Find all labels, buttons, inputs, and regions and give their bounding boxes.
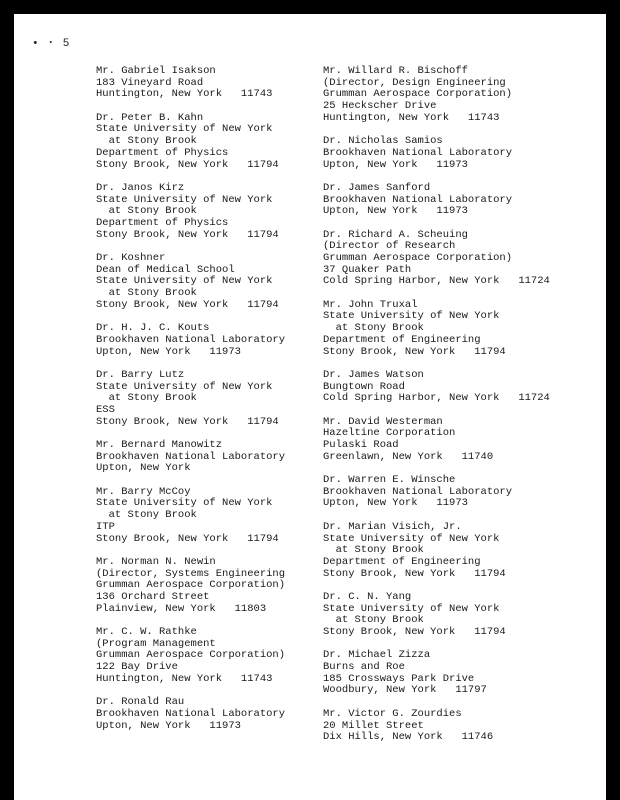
address-entry bbox=[323, 592, 603, 639]
address-line: Department of Engineering bbox=[323, 333, 481, 346]
address-line: State University of New York bbox=[96, 497, 273, 510]
contact-name: Dr. Peter B. Kahn bbox=[96, 111, 204, 124]
address-line: Brookhaven National Laboratory bbox=[323, 485, 513, 498]
address-line: Upton, New York 11973 bbox=[96, 345, 241, 358]
contact-name: Mr. Victor G. Zourdies bbox=[323, 707, 462, 720]
address-line: State University of New York bbox=[96, 123, 273, 136]
address-line: Stony Brook, New York 11794 bbox=[96, 228, 279, 241]
address-line: Grumman Aerospace Corporation) bbox=[323, 252, 513, 264]
contact-name: Mr. C. W. Rathke bbox=[96, 626, 197, 638]
address-line: Stony Brook, New York 11794 bbox=[323, 626, 506, 638]
address-entry bbox=[96, 183, 316, 241]
address-line: Stony Brook, New York 11794 bbox=[96, 532, 279, 545]
address-line: Stony Brook, New York 11794 bbox=[323, 567, 506, 580]
address-line: Pulaski Road bbox=[323, 439, 399, 451]
address-line: Grumman Aerospace Corporation) bbox=[323, 88, 513, 101]
address-entry bbox=[323, 650, 603, 697]
address-line: Stony Brook, New York 11794 bbox=[96, 298, 279, 311]
address-line: Grumman Aerospace Corporation) bbox=[96, 579, 286, 592]
contact-name: Mr. Norman N. Newin bbox=[96, 555, 216, 568]
contact-name: Dr. James Watson bbox=[323, 368, 424, 381]
address-line: Cold Spring Harbor, New York 11724 bbox=[323, 392, 550, 405]
address-line: (Program Management bbox=[96, 637, 216, 650]
address-line: Upton, New York 11973 bbox=[323, 497, 468, 510]
address-line: at Stony Brook bbox=[323, 614, 424, 627]
address-entry bbox=[96, 370, 316, 428]
address-line: 183 Vineyard Road bbox=[96, 76, 204, 89]
address-entry bbox=[96, 557, 316, 615]
address-entry bbox=[96, 323, 316, 358]
address-entry bbox=[96, 487, 316, 545]
contact-name: Dr. Michael Zizza bbox=[323, 649, 431, 662]
address-entry bbox=[323, 183, 603, 218]
header-mark: • ・ 5 bbox=[32, 38, 70, 50]
address-line: Bungtown Road bbox=[323, 380, 405, 393]
address-line: at Stony Brook bbox=[323, 544, 424, 557]
address-line: State University of New York bbox=[96, 193, 273, 206]
address-entry bbox=[323, 522, 603, 580]
address-entry bbox=[323, 709, 603, 744]
address-entry bbox=[323, 370, 603, 405]
address-line: Burns and Roe bbox=[323, 661, 405, 674]
address-entry bbox=[323, 230, 603, 288]
address-line: ESS bbox=[96, 403, 115, 416]
address-line: at Stony Brook bbox=[96, 205, 197, 218]
contact-name: Dr. Nicholas Samios bbox=[323, 135, 443, 148]
address-line: Upton, New York 11973 bbox=[323, 158, 468, 171]
contact-name: Mr. Bernard Manowitz bbox=[96, 439, 223, 451]
contact-name: Dr. Marian Visich, Jr. bbox=[323, 520, 462, 533]
address-line: Brookhaven National Laboratory bbox=[96, 333, 286, 346]
address-line: Stony Brook, New York 11794 bbox=[323, 345, 506, 358]
contact-name: Dr. C. N. Yang bbox=[323, 590, 412, 603]
address-line: State University of New York bbox=[96, 275, 273, 288]
address-entry bbox=[323, 136, 603, 171]
address-line: Huntington, New York 11743 bbox=[96, 672, 273, 685]
contact-name: Dr. Janos Kirz bbox=[96, 181, 185, 194]
address-line: Stony Brook, New York 11794 bbox=[96, 415, 279, 428]
address-entry bbox=[323, 66, 603, 124]
address-line: 25 Heckscher Drive bbox=[323, 100, 437, 113]
contact-name: Dr. Barry Lutz bbox=[96, 368, 185, 381]
address-line: 20 Millet Street bbox=[323, 719, 424, 732]
address-line: 136 Orchard Street bbox=[96, 590, 210, 603]
address-entry bbox=[96, 253, 316, 311]
address-line: ITP bbox=[96, 520, 115, 533]
address-line: at Stony Brook bbox=[96, 392, 197, 405]
address-line: Cold Spring Harbor, New York 11724 bbox=[323, 275, 550, 288]
address-line: Department of Physics bbox=[96, 146, 229, 159]
contact-name: Dr. Richard A. Scheuing bbox=[323, 228, 468, 241]
address-line: Greenlawn, New York 11740 bbox=[323, 450, 494, 463]
address-entry bbox=[96, 627, 316, 685]
left-address-column bbox=[96, 66, 316, 744]
address-line: 37 Quaker Path bbox=[323, 263, 412, 276]
address-line: Plainview, New York 11803 bbox=[96, 602, 267, 615]
contact-name: Dr. H. J. C. Kouts bbox=[96, 322, 210, 335]
address-entry bbox=[96, 66, 316, 101]
contact-name: Dr. Ronald Rau bbox=[96, 696, 185, 709]
address-line: at Stony Brook bbox=[96, 509, 197, 522]
address-line: at Stony Brook bbox=[96, 135, 197, 148]
contact-name: Mr. Barry McCoy bbox=[96, 485, 191, 498]
address-entry bbox=[323, 417, 603, 464]
address-line: Department of Engineering bbox=[323, 555, 481, 568]
address-line: Hazeltine Corporation bbox=[323, 427, 456, 440]
address-line: Grumman Aerospace Corporation) bbox=[96, 649, 286, 662]
contact-name: Dr. Warren E. Winsche bbox=[323, 474, 456, 487]
address-entry bbox=[323, 475, 603, 510]
address-line: Brookhaven National Laboratory bbox=[323, 193, 513, 206]
address-line: Stony Brook, New York 11794 bbox=[96, 158, 279, 171]
address-line: Huntington, New York 11743 bbox=[96, 88, 273, 101]
address-line: Brookhaven National Laboratory bbox=[96, 707, 286, 720]
address-line: Brookhaven National Laboratory bbox=[96, 450, 286, 463]
contact-name: Mr. Gabriel Isakson bbox=[96, 65, 216, 77]
address-line: (Director, Design Engineering bbox=[323, 76, 506, 89]
address-line: Huntington, New York 11743 bbox=[323, 111, 500, 124]
address-line: Department of Physics bbox=[96, 216, 229, 229]
contact-name: Mr. Willard R. Bischoff bbox=[323, 65, 468, 77]
contact-name: Dr. Koshner bbox=[96, 252, 166, 264]
address-line: Upton, New York 11973 bbox=[323, 205, 468, 218]
contact-name: Mr. David Westerman bbox=[323, 415, 443, 428]
address-line: State University of New York bbox=[96, 380, 273, 393]
address-line: Upton, New York bbox=[96, 462, 191, 475]
address-line: 122 Bay Drive bbox=[96, 661, 178, 674]
address-line: 185 Crossways Park Drive bbox=[323, 672, 475, 685]
address-line: at Stony Brook bbox=[323, 322, 424, 335]
contact-name: Mr. John Truxal bbox=[323, 298, 418, 311]
address-entry bbox=[96, 113, 316, 171]
address-entry bbox=[96, 697, 316, 732]
address-entry bbox=[96, 440, 316, 475]
address-line: at Stony Brook bbox=[96, 287, 197, 300]
address-entry bbox=[323, 300, 603, 358]
address-line: (Director of Research bbox=[323, 240, 456, 253]
address-line: State University of New York bbox=[323, 310, 500, 323]
address-line: State University of New York bbox=[323, 532, 500, 545]
address-line: Upton, New York 11973 bbox=[96, 719, 241, 732]
contact-name: Dr. James Sanford bbox=[323, 181, 431, 194]
address-line: State University of New York bbox=[323, 602, 500, 615]
right-address-column bbox=[323, 66, 603, 756]
document-page bbox=[14, 14, 606, 800]
address-line: Brookhaven National Laboratory bbox=[323, 146, 513, 159]
address-line: Woodbury, New York 11797 bbox=[323, 684, 487, 697]
address-line: Dean of Medical School bbox=[96, 263, 235, 276]
address-line: Dix Hills, New York 11746 bbox=[323, 731, 494, 744]
address-line: (Director, Systems Engineering bbox=[96, 567, 286, 580]
